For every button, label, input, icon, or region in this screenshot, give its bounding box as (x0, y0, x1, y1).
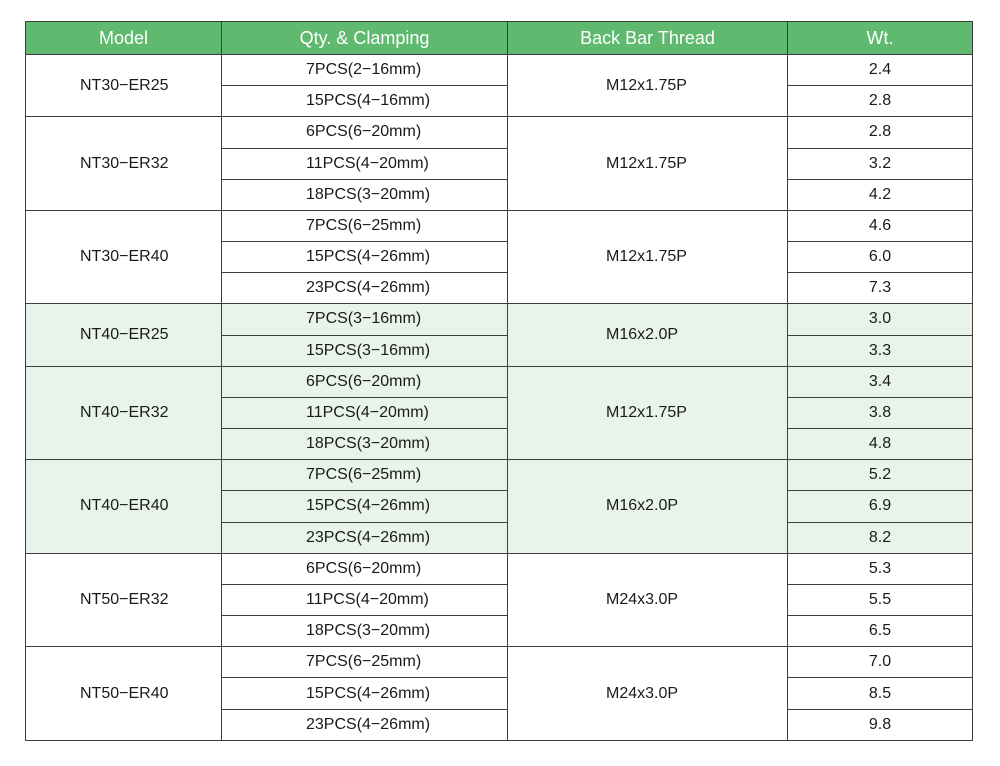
back-bar-thread-cell: M12x1.75P (508, 366, 788, 460)
model-cell: NT30−ER40 (26, 210, 222, 304)
qty-clamping-cell: 15PCS(4−26mm) (222, 491, 508, 522)
weight-cell: 3.8 (788, 397, 973, 428)
qty-clamping-cell: 18PCS(3−20mm) (222, 616, 508, 647)
back-bar-thread-cell: M16x2.0P (508, 304, 788, 366)
weight-cell: 4.8 (788, 429, 973, 460)
qty-clamping-cell: 15PCS(3−16mm) (222, 335, 508, 366)
table-row (26, 55, 973, 86)
qty-clamping-cell: 6PCS(6−20mm) (222, 117, 508, 148)
table-row (26, 460, 973, 491)
qty-clamping-cell: 7PCS(6−25mm) (222, 210, 508, 241)
weight-cell: 2.8 (788, 86, 973, 117)
qty-clamping-cell: 18PCS(3−20mm) (222, 429, 508, 460)
spec-table (25, 21, 973, 741)
qty-clamping-cell: 15PCS(4−26mm) (222, 242, 508, 273)
model-cell: NT30−ER25 (26, 55, 222, 117)
weight-cell: 5.5 (788, 584, 973, 615)
weight-cell: 3.0 (788, 304, 973, 335)
qty-clamping-cell: 11PCS(4−20mm) (222, 397, 508, 428)
weight-cell: 6.0 (788, 242, 973, 273)
table-row (26, 304, 973, 335)
qty-clamping-cell: 15PCS(4−16mm) (222, 86, 508, 117)
model-cell: NT50−ER40 (26, 647, 222, 741)
weight-cell: 6.9 (788, 491, 973, 522)
weight-cell: 2.8 (788, 117, 973, 148)
model-cell: NT40−ER32 (26, 366, 222, 460)
model-cell: NT30−ER32 (26, 117, 222, 211)
table-header (26, 22, 973, 55)
model-cell: NT40−ER25 (26, 304, 222, 366)
table-row (26, 366, 973, 397)
header-weight: Wt. (788, 22, 973, 55)
weight-cell: 3.2 (788, 148, 973, 179)
table-row (26, 553, 973, 584)
table-row (26, 117, 973, 148)
weight-cell: 5.2 (788, 460, 973, 491)
weight-cell: 9.8 (788, 709, 973, 740)
qty-clamping-cell: 7PCS(2−16mm) (222, 55, 508, 86)
weight-cell: 4.6 (788, 210, 973, 241)
back-bar-thread-cell: M12x1.75P (508, 55, 788, 117)
qty-clamping-cell: 11PCS(4−20mm) (222, 148, 508, 179)
weight-cell: 2.4 (788, 55, 973, 86)
qty-clamping-cell: 6PCS(6−20mm) (222, 553, 508, 584)
weight-cell: 3.3 (788, 335, 973, 366)
model-cell: NT40−ER40 (26, 460, 222, 554)
back-bar-thread-cell: M12x1.75P (508, 117, 788, 211)
back-bar-thread-cell: M12x1.75P (508, 210, 788, 304)
weight-cell: 4.2 (788, 179, 973, 210)
qty-clamping-cell: 15PCS(4−26mm) (222, 678, 508, 709)
qty-clamping-cell: 6PCS(6−20mm) (222, 366, 508, 397)
qty-clamping-cell: 7PCS(6−25mm) (222, 460, 508, 491)
qty-clamping-cell: 7PCS(6−25mm) (222, 647, 508, 678)
weight-cell: 8.5 (788, 678, 973, 709)
model-cell: NT50−ER32 (26, 553, 222, 647)
weight-cell: 6.5 (788, 616, 973, 647)
table-row (26, 647, 973, 678)
weight-cell: 7.0 (788, 647, 973, 678)
header-qty-clamping: Qty. & Clamping (222, 22, 508, 55)
back-bar-thread-cell: M16x2.0P (508, 460, 788, 554)
header-model: Model (26, 22, 222, 55)
table-body (26, 55, 973, 741)
weight-cell: 5.3 (788, 553, 973, 584)
qty-clamping-cell: 11PCS(4−20mm) (222, 584, 508, 615)
qty-clamping-cell: 7PCS(3−16mm) (222, 304, 508, 335)
header-row (26, 22, 973, 55)
table-row (26, 210, 973, 241)
qty-clamping-cell: 23PCS(4−26mm) (222, 709, 508, 740)
back-bar-thread-cell: M24x3.0P (508, 553, 788, 647)
weight-cell: 7.3 (788, 273, 973, 304)
weight-cell: 8.2 (788, 522, 973, 553)
weight-cell: 3.4 (788, 366, 973, 397)
back-bar-thread-cell: M24x3.0P (508, 647, 788, 741)
qty-clamping-cell: 18PCS(3−20mm) (222, 179, 508, 210)
header-back-bar-thread: Back Bar Thread (508, 22, 788, 55)
qty-clamping-cell: 23PCS(4−26mm) (222, 522, 508, 553)
qty-clamping-cell: 23PCS(4−26mm) (222, 273, 508, 304)
